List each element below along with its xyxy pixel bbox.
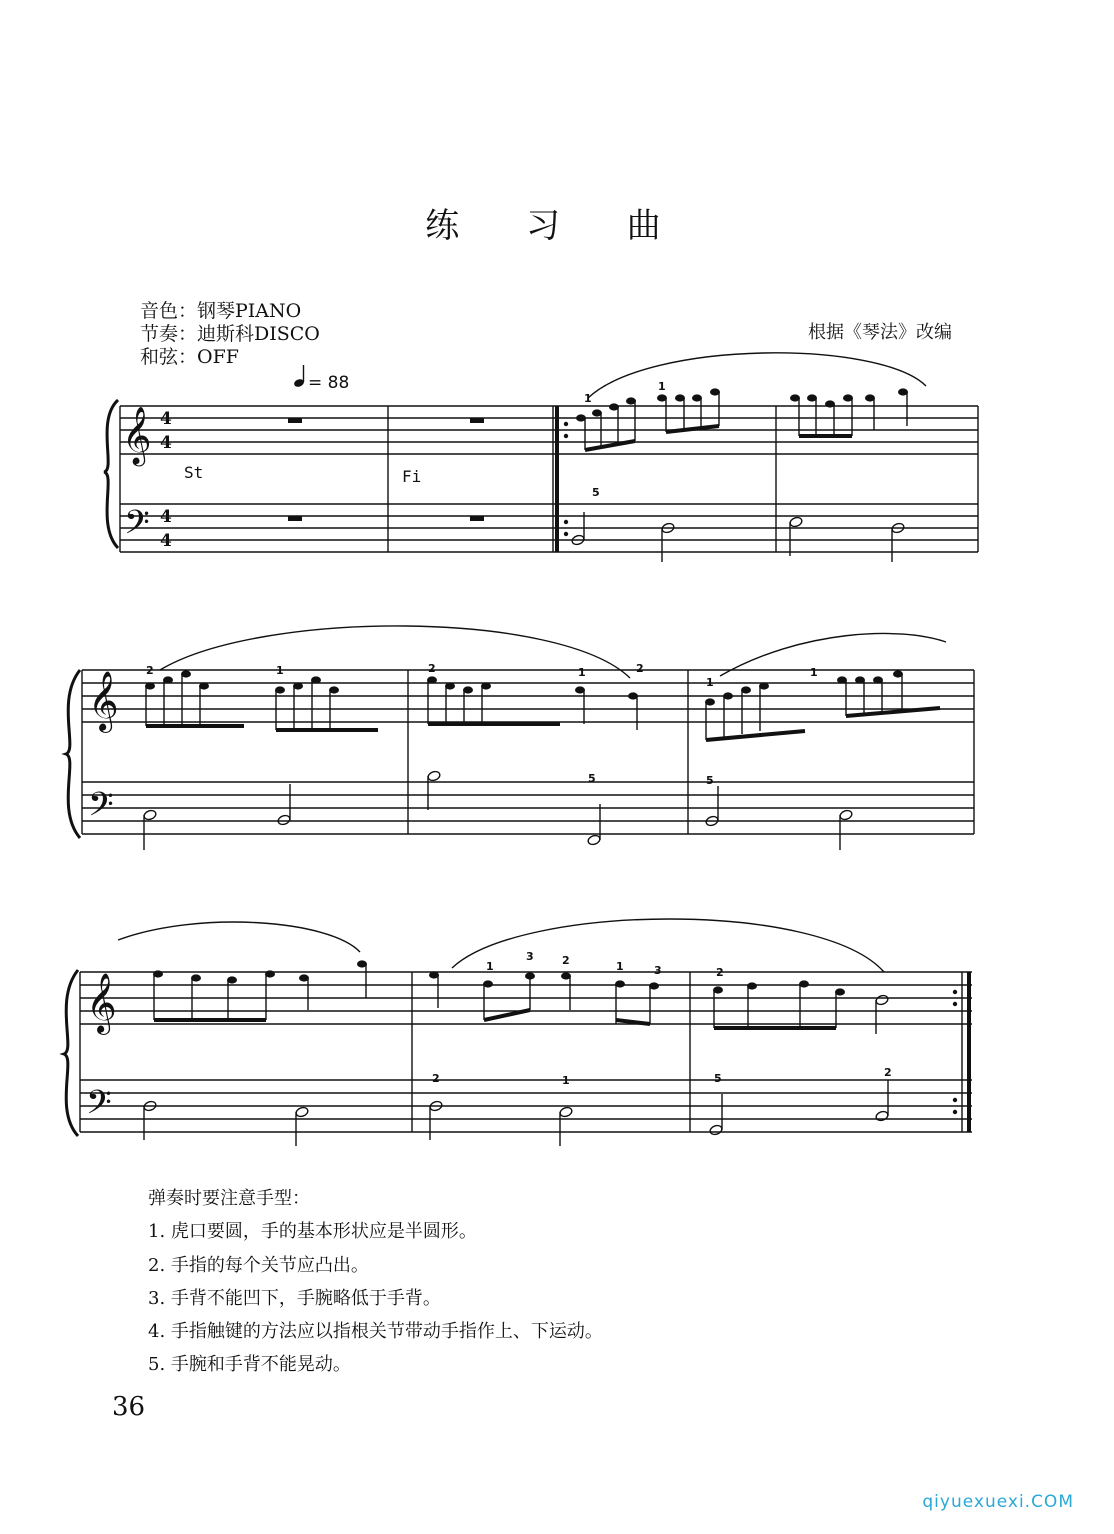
repeat-dots [564, 422, 568, 536]
bass-clef: 𝄢 [124, 504, 150, 550]
system-2 [66, 626, 974, 850]
notes-heading: 弹奏时要注意手型： [148, 1188, 310, 1209]
tip-item: 3. 手背不能凹下，手腕略低于手背。 [148, 1288, 441, 1309]
fingering: 1 [658, 380, 666, 393]
svg-text:4: 4 [160, 531, 172, 551]
fingering: 1 [486, 960, 494, 973]
tip-item: 1. 虎口要圆，手的基本形状应是半圆形。 [148, 1221, 477, 1242]
tempo-value: = 88 [308, 373, 350, 393]
brace [66, 670, 80, 838]
treble-staff [120, 406, 978, 454]
svg-text:4: 4 [160, 409, 172, 429]
chord-setting: 和弦：OFF [140, 346, 239, 368]
arrangement-credit: 根据《琴法》改编 [808, 322, 952, 343]
bass-clef: 𝄢 [88, 786, 114, 832]
s3-treble-notes [153, 960, 845, 995]
treble-clef: 𝄞 [86, 973, 117, 1033]
treble-clef: 𝄞 [122, 406, 152, 464]
fingering: 1 [706, 676, 714, 689]
tip-item: 5. 手腕和手背不能晃动。 [148, 1354, 351, 1375]
rhythm-setting: 节奏：迪斯科DISCO [140, 323, 320, 345]
repeat-dots [953, 990, 957, 1114]
page-title: 练 习 曲 [425, 206, 689, 246]
fingering: 1 [578, 666, 586, 679]
s3-treble-stems [154, 964, 836, 1028]
slur [118, 922, 360, 952]
fingering: 3 [526, 950, 534, 963]
m3-treble-notes [576, 388, 720, 421]
fingering: 5 [706, 774, 714, 787]
fingering: 2 [562, 954, 570, 967]
site-watermark: qiyuexuexi.COM [922, 1492, 1074, 1512]
fingering: 5 [714, 1072, 722, 1085]
bass-clef: 𝄢 [86, 1084, 112, 1130]
fingering: 2 [146, 664, 154, 677]
brace [104, 400, 118, 548]
m4-treble-notes [790, 388, 908, 407]
fingering: 3 [654, 964, 662, 977]
treble-staff [80, 972, 972, 1024]
fingering: 5 [588, 772, 596, 785]
s3-half-note [875, 994, 889, 1034]
start-marker: St [184, 463, 204, 482]
fingering: 2 [428, 662, 436, 675]
fingering: 5 [592, 486, 600, 499]
fingering: 1 [276, 664, 284, 677]
fingering: 2 [636, 662, 644, 675]
tip-item: 4. 手指触键的方法应以指根关节带动手指作上、下运动。 [148, 1321, 603, 1342]
fingering: 2 [884, 1066, 892, 1079]
fingering: 1 [584, 392, 592, 405]
timbre-setting: 音色：钢琴PIANO [140, 300, 302, 322]
svg-text:4: 4 [160, 507, 172, 527]
s2-treble-notes [145, 670, 903, 705]
fingering: 1 [616, 960, 624, 973]
page-number: 36 [112, 1392, 146, 1422]
system-1 [104, 353, 978, 562]
rests [288, 418, 484, 521]
bass-staff [120, 504, 978, 552]
finish-marker: Fi [402, 467, 422, 486]
slur [452, 919, 884, 972]
tip-item: 2. 手指的每个关节应凸出。 [148, 1255, 369, 1276]
fingering: 2 [432, 1072, 440, 1085]
s3-bass-notes [143, 1080, 889, 1146]
fingering: 1 [810, 666, 818, 679]
svg-text:4: 4 [160, 433, 172, 453]
s1-bass-notes [571, 512, 905, 562]
brace [64, 970, 78, 1136]
bass-staff [80, 1080, 972, 1132]
treble-clef: 𝄞 [88, 671, 119, 731]
fingering: 1 [562, 1074, 570, 1087]
slur [588, 353, 926, 398]
fingering: 2 [716, 966, 724, 979]
tempo-mark [293, 365, 305, 388]
s2-treble-stems [146, 674, 940, 740]
system-3 [64, 919, 972, 1146]
